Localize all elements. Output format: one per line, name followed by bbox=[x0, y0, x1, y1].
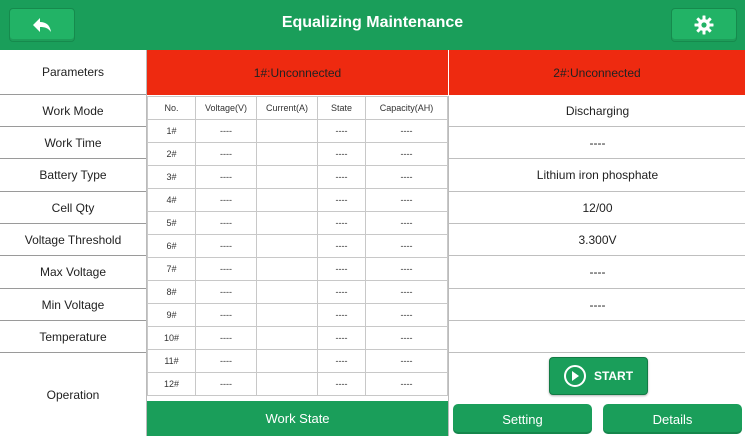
label-work-mode: Work Mode bbox=[0, 95, 146, 127]
setting-button[interactable]: Setting bbox=[453, 404, 592, 434]
cell-voltage: ---- bbox=[196, 143, 257, 166]
cell-voltage: ---- bbox=[196, 373, 257, 396]
cell-capacity: ---- bbox=[366, 281, 448, 304]
cell-current bbox=[257, 212, 318, 235]
col-header-current: Current(A) bbox=[257, 97, 318, 120]
cell-state: ---- bbox=[318, 120, 366, 143]
table-row bbox=[148, 143, 448, 166]
cell-no: 12# bbox=[148, 373, 196, 396]
cell-no: 8# bbox=[148, 281, 196, 304]
cell-no: 3# bbox=[148, 166, 196, 189]
details-button[interactable]: Details bbox=[603, 404, 742, 434]
cell-current bbox=[257, 304, 318, 327]
cell-current bbox=[257, 281, 318, 304]
cell-voltage: ---- bbox=[196, 212, 257, 235]
cell-voltage: ---- bbox=[196, 235, 257, 258]
cell-no: 4# bbox=[148, 189, 196, 212]
cell-state: ---- bbox=[318, 235, 366, 258]
page-title: Equalizing Maintenance bbox=[281, 14, 464, 31]
table-row bbox=[148, 304, 448, 327]
table-row bbox=[148, 327, 448, 350]
cell-state: ---- bbox=[318, 281, 366, 304]
label-work-time: Work Time bbox=[0, 127, 146, 159]
value-work-time: ---- bbox=[449, 127, 745, 159]
cell-current bbox=[257, 143, 318, 166]
col-header-no: No. bbox=[148, 97, 196, 120]
label-min-voltage: Min Voltage bbox=[0, 289, 146, 321]
table-header-row bbox=[148, 97, 448, 120]
table-row bbox=[148, 350, 448, 373]
value-min-voltage: ---- bbox=[449, 289, 745, 321]
table-row bbox=[148, 235, 448, 258]
cell-data-table bbox=[147, 96, 448, 396]
col-header-capacity: Capacity(AH) bbox=[366, 97, 448, 120]
table-row bbox=[148, 373, 448, 396]
cell-capacity: ---- bbox=[366, 166, 448, 189]
cell-capacity: ---- bbox=[366, 373, 448, 396]
cell-capacity: ---- bbox=[366, 304, 448, 327]
label-cell-qty: Cell Qty bbox=[0, 192, 146, 224]
value-voltage-threshold: 3.300V bbox=[449, 224, 745, 256]
cell-voltage: ---- bbox=[196, 120, 257, 143]
table-row bbox=[148, 258, 448, 281]
value-battery-type: Lithium iron phosphate bbox=[449, 159, 745, 192]
cell-state: ---- bbox=[318, 212, 366, 235]
cell-current bbox=[257, 235, 318, 258]
cell-state: ---- bbox=[318, 143, 366, 166]
cell-current bbox=[257, 258, 318, 281]
unit2-status-bar: 2#:Unconnected bbox=[449, 50, 745, 95]
cell-current bbox=[257, 373, 318, 396]
label-voltage-threshold: Voltage Threshold bbox=[0, 224, 146, 256]
work-state-button[interactable]: Work State bbox=[147, 401, 448, 436]
cell-capacity: ---- bbox=[366, 212, 448, 235]
label-parameters: Parameters bbox=[0, 50, 146, 95]
cell-voltage: ---- bbox=[196, 258, 257, 281]
col-header-state: State bbox=[318, 97, 366, 120]
header-bar bbox=[0, 0, 745, 50]
unit1-status-bar: 1#:Unconnected bbox=[147, 50, 448, 95]
cell-no: 7# bbox=[148, 258, 196, 281]
label-operation: Operation bbox=[46, 387, 100, 402]
cell-voltage: ---- bbox=[196, 327, 257, 350]
table-row bbox=[148, 189, 448, 212]
cell-voltage: ---- bbox=[196, 350, 257, 373]
cell-voltage: ---- bbox=[196, 189, 257, 212]
parameter-labels-column bbox=[0, 50, 147, 436]
cell-capacity: ---- bbox=[366, 350, 448, 373]
cell-voltage: ---- bbox=[196, 166, 257, 189]
cell-state: ---- bbox=[318, 304, 366, 327]
table-row bbox=[148, 166, 448, 189]
value-cell-qty: 12/00 bbox=[449, 192, 745, 224]
cell-capacity: ---- bbox=[366, 189, 448, 212]
label-battery-type: Battery Type bbox=[0, 159, 146, 192]
cell-current bbox=[257, 350, 318, 373]
cell-capacity: ---- bbox=[366, 235, 448, 258]
start-button-label: START bbox=[593, 369, 634, 383]
play-icon bbox=[564, 365, 586, 387]
gear-icon bbox=[694, 15, 714, 35]
col-header-voltage: Voltage(V) bbox=[196, 97, 257, 120]
table-row bbox=[148, 120, 448, 143]
table-row bbox=[148, 212, 448, 235]
value-work-mode: Discharging bbox=[449, 96, 745, 127]
cell-current bbox=[257, 120, 318, 143]
cell-state: ---- bbox=[318, 327, 366, 350]
cell-no: 2# bbox=[148, 143, 196, 166]
cell-capacity: ---- bbox=[366, 120, 448, 143]
cell-capacity: ---- bbox=[366, 327, 448, 350]
cell-state: ---- bbox=[318, 189, 366, 212]
cell-current bbox=[257, 189, 318, 212]
cell-no: 11# bbox=[148, 350, 196, 373]
cell-voltage: ---- bbox=[196, 281, 257, 304]
label-max-voltage: Max Voltage bbox=[0, 256, 146, 289]
cell-state: ---- bbox=[318, 166, 366, 189]
cell-no: 5# bbox=[148, 212, 196, 235]
cell-no: 6# bbox=[148, 235, 196, 258]
value-temperature bbox=[449, 321, 745, 353]
cell-no: 9# bbox=[148, 304, 196, 327]
cell-current bbox=[257, 166, 318, 189]
cell-capacity: ---- bbox=[366, 258, 448, 281]
settings-button[interactable] bbox=[671, 8, 737, 42]
cell-state: ---- bbox=[318, 350, 366, 373]
cell-voltage: ---- bbox=[196, 304, 257, 327]
label-temperature: Temperature bbox=[0, 321, 146, 353]
cell-current bbox=[257, 327, 318, 350]
cell-no: 1# bbox=[148, 120, 196, 143]
start-button[interactable] bbox=[549, 357, 648, 395]
cell-state: ---- bbox=[318, 258, 366, 281]
value-max-voltage: ---- bbox=[449, 256, 745, 289]
cell-capacity: ---- bbox=[366, 143, 448, 166]
table-row bbox=[148, 281, 448, 304]
cell-state: ---- bbox=[318, 373, 366, 396]
cell-no: 10# bbox=[148, 327, 196, 350]
